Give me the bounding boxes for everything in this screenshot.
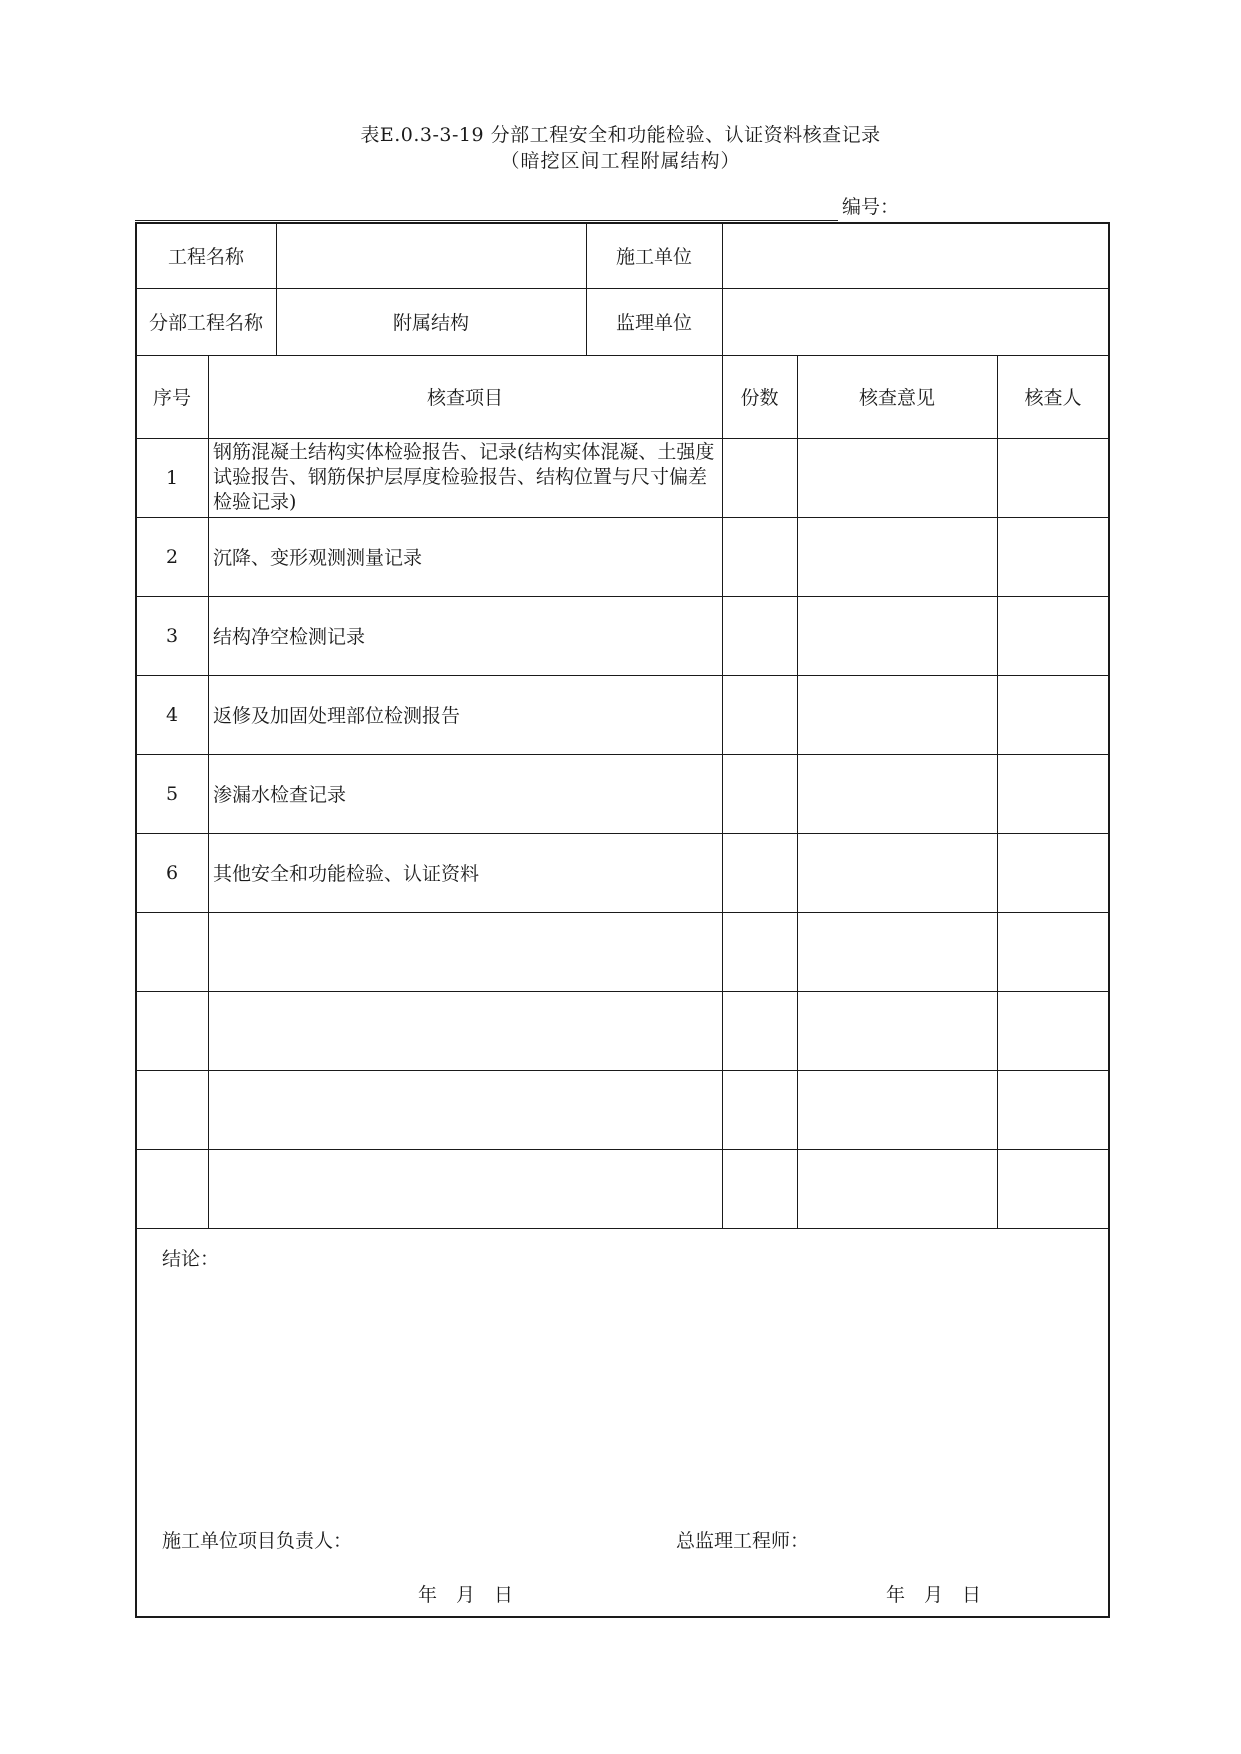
row-opinion-field[interactable] — [797, 675, 997, 754]
form-subtitle: （暗挖区间工程附属结构） — [500, 150, 741, 172]
header-seq: 序号 — [152, 387, 191, 409]
row-seq: 2 — [165, 545, 179, 568]
row-seq — [136, 1149, 208, 1228]
header-opinion: 核查意见 — [858, 387, 935, 409]
row-checker-field[interactable] — [997, 1070, 1109, 1149]
row-opinion-field[interactable] — [797, 438, 997, 517]
row-copies-field[interactable] — [722, 833, 797, 912]
row-copies-field[interactable] — [722, 1070, 797, 1149]
form-number-label: 编号： — [842, 196, 900, 218]
row-item — [208, 912, 722, 991]
row-copies-field[interactable] — [722, 517, 797, 596]
table-rule — [136, 1228, 1109, 1229]
conclusion-label: 结论： — [162, 1248, 220, 1270]
chief-supervisor-label: 总监理工程师： — [676, 1530, 810, 1552]
supervisor-sign-date: 年 月 日 — [886, 1584, 982, 1606]
row-copies-field[interactable] — [722, 991, 797, 1070]
row-opinion-field[interactable] — [797, 1149, 997, 1228]
construction-unit-label: 施工单位 — [615, 245, 692, 268]
project-name-field[interactable] — [276, 222, 586, 288]
row-checker-field[interactable] — [997, 754, 1109, 833]
row-seq: 3 — [165, 624, 179, 647]
row-copies-field[interactable] — [722, 675, 797, 754]
row-checker-field[interactable] — [997, 438, 1109, 517]
construction-unit-field[interactable] — [722, 222, 1109, 288]
row-item — [208, 1149, 722, 1228]
contractor-manager-label: 施工单位项目负责人： — [162, 1530, 353, 1552]
row-copies-field[interactable] — [722, 912, 797, 991]
row-opinion-field[interactable] — [797, 517, 997, 596]
contractor-sign-date: 年 月 日 — [418, 1584, 514, 1606]
sub-project-label: 分部工程名称 — [148, 312, 263, 334]
header-copies: 份数 — [740, 387, 779, 409]
row-checker-field[interactable] — [997, 833, 1109, 912]
row-opinion-field[interactable] — [797, 912, 997, 991]
supervision-unit-field[interactable] — [722, 288, 1109, 355]
row-copies-field[interactable] — [722, 1149, 797, 1228]
row-checker-field[interactable] — [997, 517, 1109, 596]
row-seq — [136, 1070, 208, 1149]
row-item — [208, 991, 722, 1070]
row-item: 渗漏水检查记录 — [213, 784, 347, 806]
row-item: 其他安全和功能检验、认证资料 — [213, 863, 480, 885]
form-number-underline — [135, 220, 838, 221]
header-item: 核查项目 — [426, 387, 503, 409]
row-checker-field[interactable] — [997, 912, 1109, 991]
project-name-label: 工程名称 — [167, 245, 244, 268]
row-checker-field[interactable] — [997, 675, 1109, 754]
row-opinion-field[interactable] — [797, 833, 997, 912]
row-seq: 6 — [165, 861, 179, 884]
row-checker-field[interactable] — [997, 1149, 1109, 1228]
row-copies-field[interactable] — [722, 596, 797, 675]
row-item: 沉降、变形观测测量记录 — [213, 547, 423, 569]
row-item: 结构净空检测记录 — [213, 626, 366, 648]
row-item: 钢筋混凝土结构实体检验报告、记录(结构实体混凝、土强度试验报告、钢筋保护层厚度检验报告、结构位置与尺寸偏差检验记录) — [213, 441, 715, 513]
row-copies-field[interactable] — [722, 438, 797, 517]
row-seq — [136, 912, 208, 991]
row-seq: 4 — [165, 703, 179, 726]
header-checker: 核查人 — [1024, 387, 1082, 409]
row-item: 返修及加固处理部位检测报告 — [213, 705, 461, 727]
row-copies-field[interactable] — [722, 754, 797, 833]
row-seq: 1 — [165, 466, 179, 489]
sub-project-field[interactable]: 附属结构 — [392, 312, 469, 334]
row-seq — [136, 991, 208, 1070]
row-seq: 5 — [165, 782, 179, 805]
row-opinion-field[interactable] — [797, 991, 997, 1070]
row-opinion-field[interactable] — [797, 596, 997, 675]
row-opinion-field[interactable] — [797, 1070, 997, 1149]
row-opinion-field[interactable] — [797, 754, 997, 833]
form-title: 表E.0.3-3-19 分部工程安全和功能检验、认证资料核查记录 — [360, 124, 881, 146]
row-checker-field[interactable] — [997, 991, 1109, 1070]
row-item — [208, 1070, 722, 1149]
supervision-unit-label: 监理单位 — [615, 312, 692, 334]
row-checker-field[interactable] — [997, 596, 1109, 675]
